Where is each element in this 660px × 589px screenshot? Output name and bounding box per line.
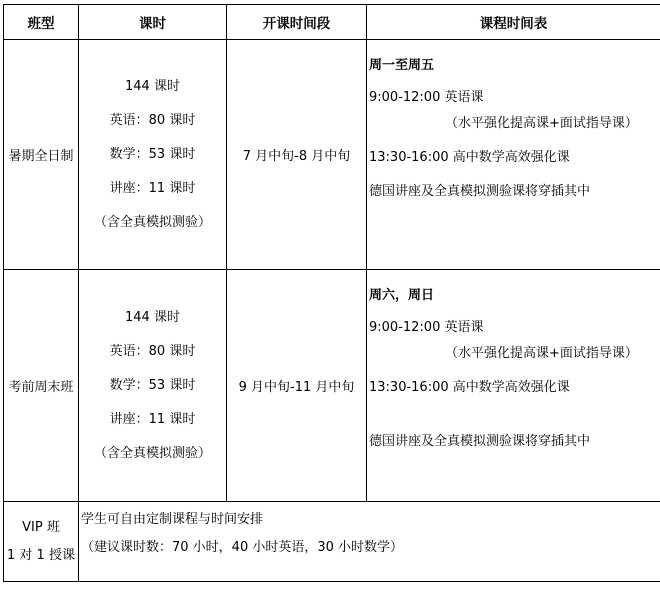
vip-type-line1: VIP 班: [22, 519, 60, 535]
schedule-days: 周六，周日: [369, 288, 435, 303]
vip-detail-line2: （建议课时数：70 小时，40 小时英语，30 小时数学）: [81, 540, 404, 555]
row-hours: [79, 270, 227, 502]
table-row-vip: [4, 502, 660, 582]
schedule-line2: 13:30-16:00 高中数学高效强化课: [369, 380, 570, 395]
hours-english: 英语：80 课时: [109, 343, 196, 359]
vip-type: [4, 502, 79, 582]
hours-lecture: 讲座：11 课时: [109, 411, 196, 427]
schedule-line1-sub: （水平强化提高课+面试指导课）: [445, 116, 638, 131]
header-period: 开课时间段: [227, 5, 367, 40]
table-row-weekend: [4, 270, 660, 502]
hours-lecture: 讲座：11 课时: [109, 180, 196, 196]
hours-note: （含全真模拟测验）: [93, 214, 211, 230]
header-schedule: 课程时间表: [367, 5, 660, 40]
row-hours: [79, 40, 227, 270]
row-schedule: [367, 270, 660, 502]
schedule-line3: 德国讲座及全真模拟测验课将穿插其中: [369, 434, 591, 449]
schedule-line1: 9:00-12:00 英语课: [369, 320, 484, 335]
schedule-line1: 9:00-12:00 英语课: [369, 90, 484, 105]
row-period: 9 月中旬-11 月中旬: [227, 270, 367, 502]
hours-total: 144 课时: [125, 78, 180, 94]
schedule-line3: 德国讲座及全真模拟测验课将穿插其中: [369, 184, 591, 199]
hours-math: 数学：53 课时: [109, 377, 196, 393]
schedule-days: 周一至周五: [369, 58, 435, 73]
header-type: 班型: [4, 5, 79, 40]
vip-detail: [79, 502, 660, 582]
hours-math: 数学：53 课时: [109, 146, 196, 162]
row-type: 考前周末班: [4, 270, 79, 502]
table-row-summer: [4, 40, 660, 270]
hours-total: 144 课时: [125, 309, 180, 325]
hours-note: （含全真模拟测验）: [93, 445, 211, 461]
schedule-line1-sub: （水平强化提高课+面试指导课）: [445, 346, 638, 361]
header-hours: 课时: [79, 5, 227, 40]
row-period: 7 月中旬-8 月中旬: [227, 40, 367, 270]
course-schedule-table: [3, 4, 660, 582]
hours-english: 英语：80 课时: [109, 112, 196, 128]
vip-type-line2: 1 对 1 授课: [7, 547, 75, 563]
vip-detail-line1: 学生可自由定制课程与时间安排: [81, 512, 264, 527]
schedule-line2: 13:30-16:00 高中数学高效强化课: [369, 150, 570, 165]
row-type: 暑期全日制: [4, 40, 79, 270]
row-schedule: [367, 40, 660, 270]
header-row: [4, 5, 660, 40]
